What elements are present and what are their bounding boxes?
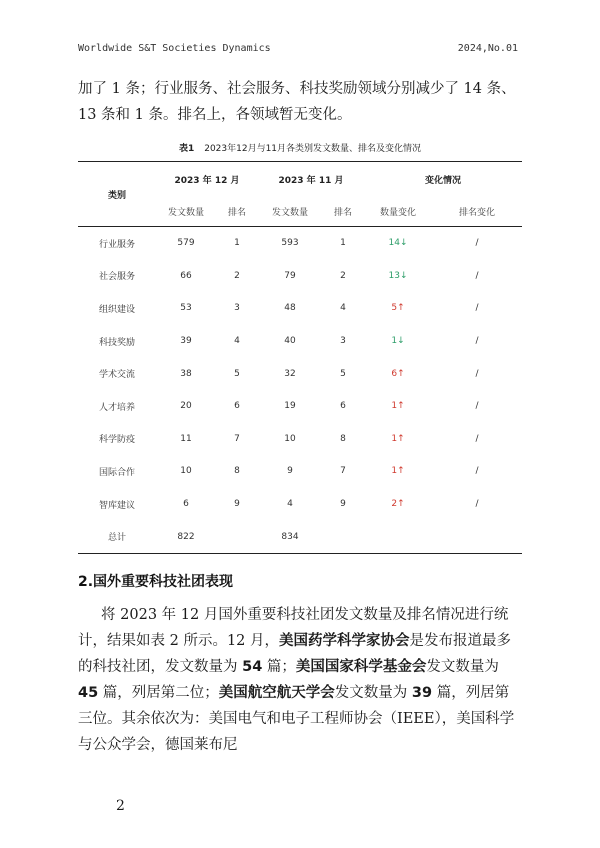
table-row <box>78 227 522 260</box>
cell-category: 智库建议 <box>98 500 135 511</box>
cell-rank-change: / <box>475 466 479 477</box>
cell-dec-rank: 3 <box>234 303 240 314</box>
highlight-text: 美国国家科学基金会 <box>295 659 427 675</box>
cell-nov-rank: 1 <box>340 238 346 249</box>
col-header-rank: 排名 <box>227 207 246 218</box>
table-caption <box>78 141 522 154</box>
cell-dec-rank: 5 <box>234 368 240 379</box>
cell-count-change: 1↑ <box>391 401 405 412</box>
cell-nov-rank: 3 <box>340 336 346 347</box>
cell-nov-count: 9 <box>287 466 293 477</box>
cell-category: 人才培养 <box>98 402 135 413</box>
cell-dec-rank: 8 <box>234 466 240 477</box>
body-text: 篇，列居第三位。其余依次为：美国电气和电子工程师协会（IEEE），美国科学与公众学会，德国莱布尼 <box>78 685 515 753</box>
group-header-nov: 2023 年 11 月 <box>278 175 344 186</box>
body-text: 篇，列居第二位； <box>98 685 219 701</box>
cell-dec-count: 579 <box>177 238 195 249</box>
highlight-text: 美国药学科学家协会 <box>279 633 410 649</box>
table-row <box>78 455 522 488</box>
cell-nov-count: 79 <box>284 270 296 281</box>
table-row <box>78 423 522 456</box>
cell-nov-rank: 6 <box>340 401 346 412</box>
cell-category: 组织建设 <box>98 304 135 315</box>
cell-dec-count: 38 <box>180 368 192 379</box>
cell-category: 社会服务 <box>98 272 135 283</box>
cell-count-change: 6↑ <box>391 368 405 379</box>
cell-count-change: 5↑ <box>391 303 405 314</box>
cell-nov-count: 834 <box>281 531 299 542</box>
cell-rank-change: / <box>475 368 479 379</box>
intro-paragraph: 加了 1 条；行业服务、社会服务、科技奖励领域分别减少了 14 条、13 条和 1 条。排名上，各领域暂无变化。 <box>78 81 516 123</box>
cell-dec-rank: 6 <box>234 401 240 412</box>
cell-dec-rank: 1 <box>234 238 240 249</box>
body-text: 发文数量为 <box>426 659 499 675</box>
cell-rank-change <box>432 520 522 553</box>
body-text: 是发布报道最多的科技社团，发文数量为 <box>78 633 512 675</box>
cell-nov-rank: 7 <box>340 466 346 477</box>
cell-count-change: 1↑ <box>391 433 405 444</box>
table-row <box>78 260 522 293</box>
cell-rank-change: / <box>475 303 479 314</box>
category-stats-table <box>78 161 522 554</box>
cell-dec-count: 53 <box>180 303 192 314</box>
table-row <box>78 488 522 521</box>
table-row <box>78 390 522 423</box>
page-number: 2 <box>116 798 125 814</box>
table-row <box>78 292 522 325</box>
section-title: 2.国外重要科技社团表现 <box>78 574 234 590</box>
table-row <box>78 325 522 358</box>
cell-dec-count: 6 <box>183 499 189 510</box>
body-paragraph <box>78 602 522 758</box>
body-text: 将 2023 年 12 月国外重要科技社团发文数量及排名情况进行统计，结果如表 2 所示。12 月， <box>78 607 509 649</box>
cell-nov-count: 19 <box>284 401 296 412</box>
table-row <box>78 357 522 390</box>
body-text: 发文数量为 <box>334 685 412 701</box>
cell-count-change: 1↓ <box>391 336 405 347</box>
col-header-count-change: 数量变化 <box>379 207 416 218</box>
cell-nov-count: 10 <box>284 433 296 444</box>
cell-rank-change: / <box>475 401 479 412</box>
group-header-dec: 2023 年 12 月 <box>174 175 240 186</box>
cell-category: 行业服务 <box>98 239 135 250</box>
cell-rank-change: / <box>475 238 479 249</box>
table-row <box>78 520 522 553</box>
cell-count-change: 13↓ <box>388 270 408 281</box>
cell-dec-count: 20 <box>180 401 192 412</box>
cell-dec-count: 66 <box>180 270 192 281</box>
cell-dec-count: 11 <box>180 433 192 444</box>
cell-category: 总计 <box>107 533 126 544</box>
table-caption-label: 表1 <box>178 144 195 154</box>
highlight-text: 美国航空航天学会 <box>218 685 335 701</box>
cell-nov-rank <box>322 520 364 553</box>
cell-nov-count: 593 <box>281 238 299 249</box>
highlight-text: 45 <box>78 685 99 701</box>
table-caption-text: 2023年12月与11月各类别发文数量、排名及变化情况 <box>204 144 422 154</box>
cell-rank-change: / <box>475 336 479 347</box>
cell-nov-rank: 9 <box>340 499 346 510</box>
cell-rank-change: / <box>475 499 479 510</box>
col-header-rank-change: 排名变化 <box>458 207 495 218</box>
cell-dec-rank: 9 <box>234 499 240 510</box>
col-header-rank: 排名 <box>333 207 352 218</box>
cell-nov-count: 4 <box>287 499 293 510</box>
cell-dec-rank: 4 <box>234 336 240 347</box>
cell-nov-rank: 8 <box>340 433 346 444</box>
cell-dec-rank <box>216 520 258 553</box>
cell-rank-change: / <box>475 270 479 281</box>
cell-category: 科技奖励 <box>98 337 135 348</box>
cell-nov-count: 40 <box>284 336 296 347</box>
cell-rank-change: / <box>475 433 479 444</box>
cell-category: 科学防疫 <box>98 435 135 446</box>
cell-dec-count: 822 <box>177 531 195 542</box>
cell-count-change: 1↑ <box>391 466 405 477</box>
body-text: 篇； <box>262 659 296 675</box>
cell-nov-count: 48 <box>284 303 296 314</box>
highlight-text: 54 <box>242 659 263 675</box>
cell-nov-count: 32 <box>284 368 296 379</box>
cell-nov-rank: 4 <box>340 303 346 314</box>
cell-dec-count: 39 <box>180 336 192 347</box>
col-header-count: 发文数量 <box>271 207 308 218</box>
cell-nov-rank: 5 <box>340 368 346 379</box>
cell-count-change <box>364 520 432 553</box>
group-header-change: 变化情况 <box>424 175 461 186</box>
cell-dec-count: 10 <box>180 466 192 477</box>
cell-category: 学术交流 <box>98 370 135 381</box>
cell-count-change: 2↑ <box>391 499 405 510</box>
col-header-count: 发文数量 <box>167 207 204 218</box>
journal-title: Worldwide S&T Societies Dynamics <box>78 43 271 54</box>
cell-nov-rank: 2 <box>340 270 346 281</box>
cell-category: 国际合作 <box>98 467 135 478</box>
running-header <box>78 43 518 57</box>
highlight-text: 39 <box>411 685 433 701</box>
cell-dec-rank: 7 <box>234 433 240 444</box>
issue-number: 2024,No.01 <box>457 43 518 54</box>
category-header: 类别 <box>107 190 126 201</box>
cell-count-change: 14↓ <box>388 238 408 249</box>
cell-dec-rank: 2 <box>234 270 240 281</box>
table-body <box>78 227 522 554</box>
